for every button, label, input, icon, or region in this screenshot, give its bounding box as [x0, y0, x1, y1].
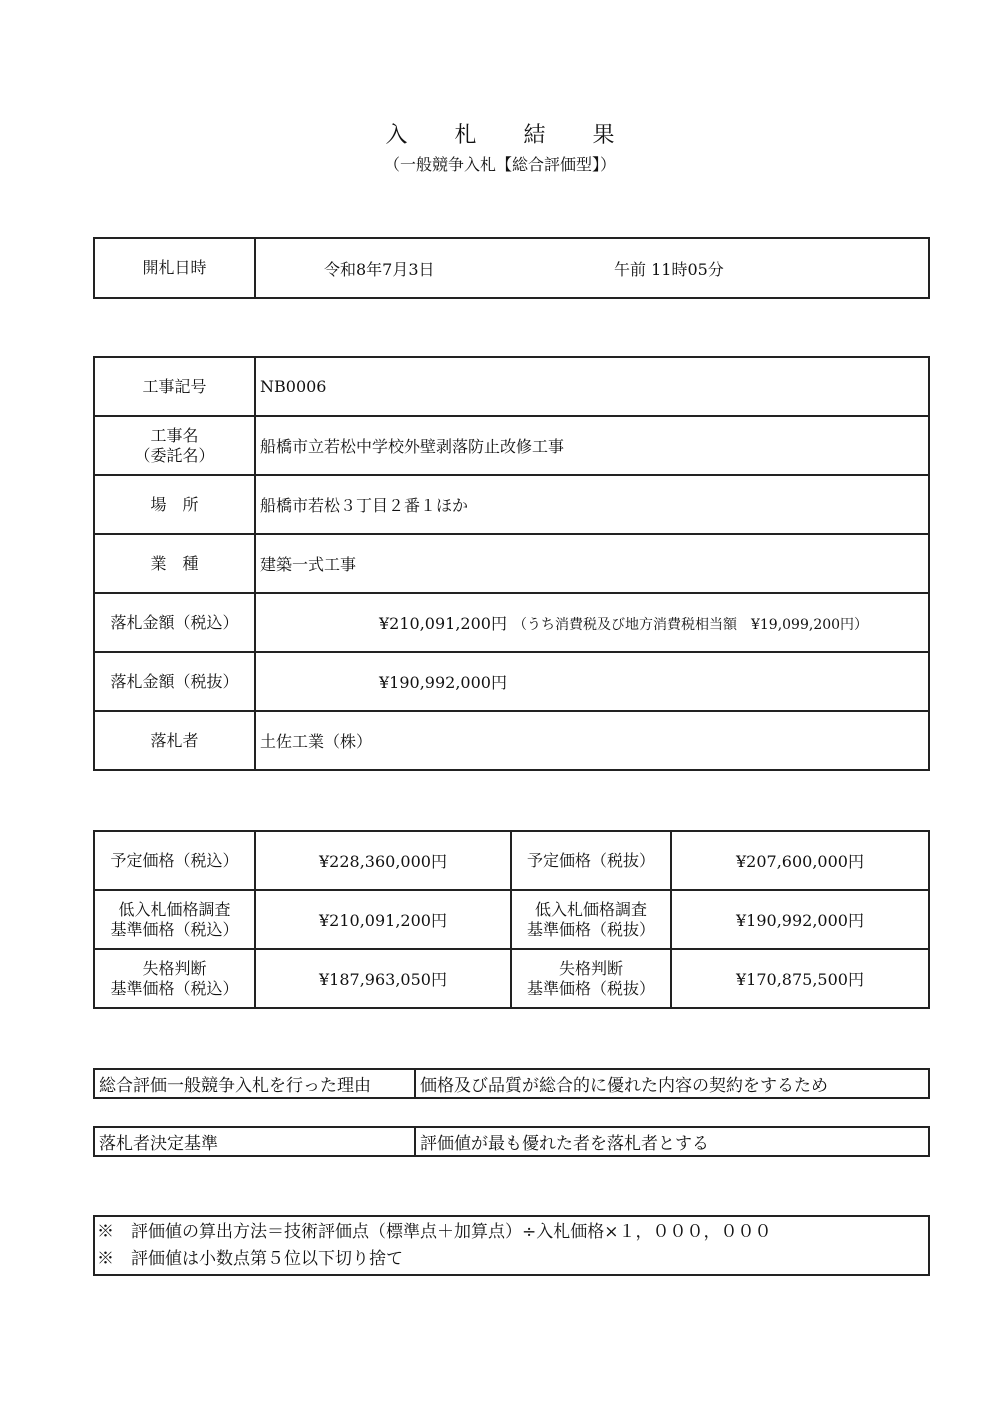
winner-label: 落札者 — [94, 711, 255, 770]
low-incl-label — [94, 890, 255, 949]
decision-value: 評価値が最も優れた者を落札者とする — [415, 1127, 929, 1156]
low-incl-value: ¥210,091,200円 — [255, 890, 511, 949]
type-label: 業 種 — [94, 534, 255, 593]
planned-incl-label: 予定価格（税込） — [94, 831, 255, 890]
notes-cell — [94, 1216, 929, 1275]
price-table — [93, 830, 930, 1009]
disq-excl-label-line1: 失格判断 — [558, 958, 623, 978]
reason-label: 総合評価一般競争入札を行った理由 — [94, 1069, 415, 1098]
name-value: 船橋市立若松中学校外壁剥落防止改修工事 — [255, 416, 929, 475]
planned-incl-value: ¥228,360,000円 — [255, 831, 511, 890]
winner-value: 土佐工業（株） — [255, 711, 929, 770]
page-subtitle: （一般競争入札【総合評価型】） — [383, 155, 616, 174]
low-incl-label-line2: 基準価格（税込） — [110, 919, 239, 939]
decision-label: 落札者決定基準 — [94, 1127, 415, 1156]
type-value: 建築一式工事 — [255, 534, 929, 593]
name-label-line1: 工事名 — [150, 425, 199, 445]
low-incl-label-line1: 低入札価格調査 — [118, 899, 231, 919]
name-label — [94, 416, 255, 475]
opening-time: 午前 11時05分 — [614, 259, 724, 279]
reason-value: 価格及び品質が総合的に優れた内容の契約をするため — [415, 1069, 929, 1098]
low-excl-label-line2: 基準価格（税抜） — [526, 919, 655, 939]
low-excl-label-line1: 低入札価格調査 — [534, 899, 647, 919]
award-incl-label: 落札金額（税込） — [94, 593, 255, 652]
award-tax-note: （うち消費税及び地方消費税相当額 ¥19,099,200円） — [512, 617, 869, 633]
disq-excl-label — [511, 949, 671, 1008]
opening-value — [255, 238, 929, 298]
code-label: 工事記号 — [94, 357, 255, 416]
disq-incl-label-line2: 基準価格（税込） — [110, 978, 239, 998]
opening-table — [93, 237, 930, 299]
low-excl-value: ¥190,992,000円 — [671, 890, 929, 949]
disq-excl-value: ¥170,875,500円 — [671, 949, 929, 1008]
award-incl-value: ¥210,091,200円 — [379, 614, 507, 633]
note-line-2: ※ 評価値は小数点第５位以下切り捨て — [97, 1248, 403, 1269]
code-value: NB0006 — [255, 357, 929, 416]
decision-table — [93, 1126, 930, 1157]
disq-excl-label-line2: 基準価格（税抜） — [526, 978, 655, 998]
award-excl-cell — [255, 652, 929, 711]
place-label: 場 所 — [94, 475, 255, 534]
work-table — [93, 356, 930, 771]
opening-date: 令和8年7月3日 — [324, 259, 435, 279]
planned-excl-label: 予定価格（税抜） — [511, 831, 671, 890]
planned-excl-value: ¥207,600,000円 — [671, 831, 929, 890]
reason-table — [93, 1068, 930, 1099]
note-line-1: ※ 評価値の算出方法＝技術評価点（標準点＋加算点）÷入札価格×１，０００，０００ — [97, 1221, 772, 1242]
place-value: 船橋市若松３丁目２番１ほか — [255, 475, 929, 534]
low-excl-label — [511, 890, 671, 949]
name-label-line2: （委託名） — [134, 445, 215, 465]
award-excl-value: ¥190,992,000円 — [379, 673, 507, 692]
disq-incl-label-line1: 失格判断 — [142, 958, 207, 978]
award-excl-label: 落札金額（税抜） — [94, 652, 255, 711]
disq-incl-value: ¥187,963,050円 — [255, 949, 511, 1008]
opening-label: 開札日時 — [94, 238, 255, 298]
page-title: 入 札 結 果 — [385, 123, 635, 148]
disq-incl-label — [94, 949, 255, 1008]
notes-table — [93, 1215, 930, 1276]
award-incl-cell — [255, 593, 929, 652]
